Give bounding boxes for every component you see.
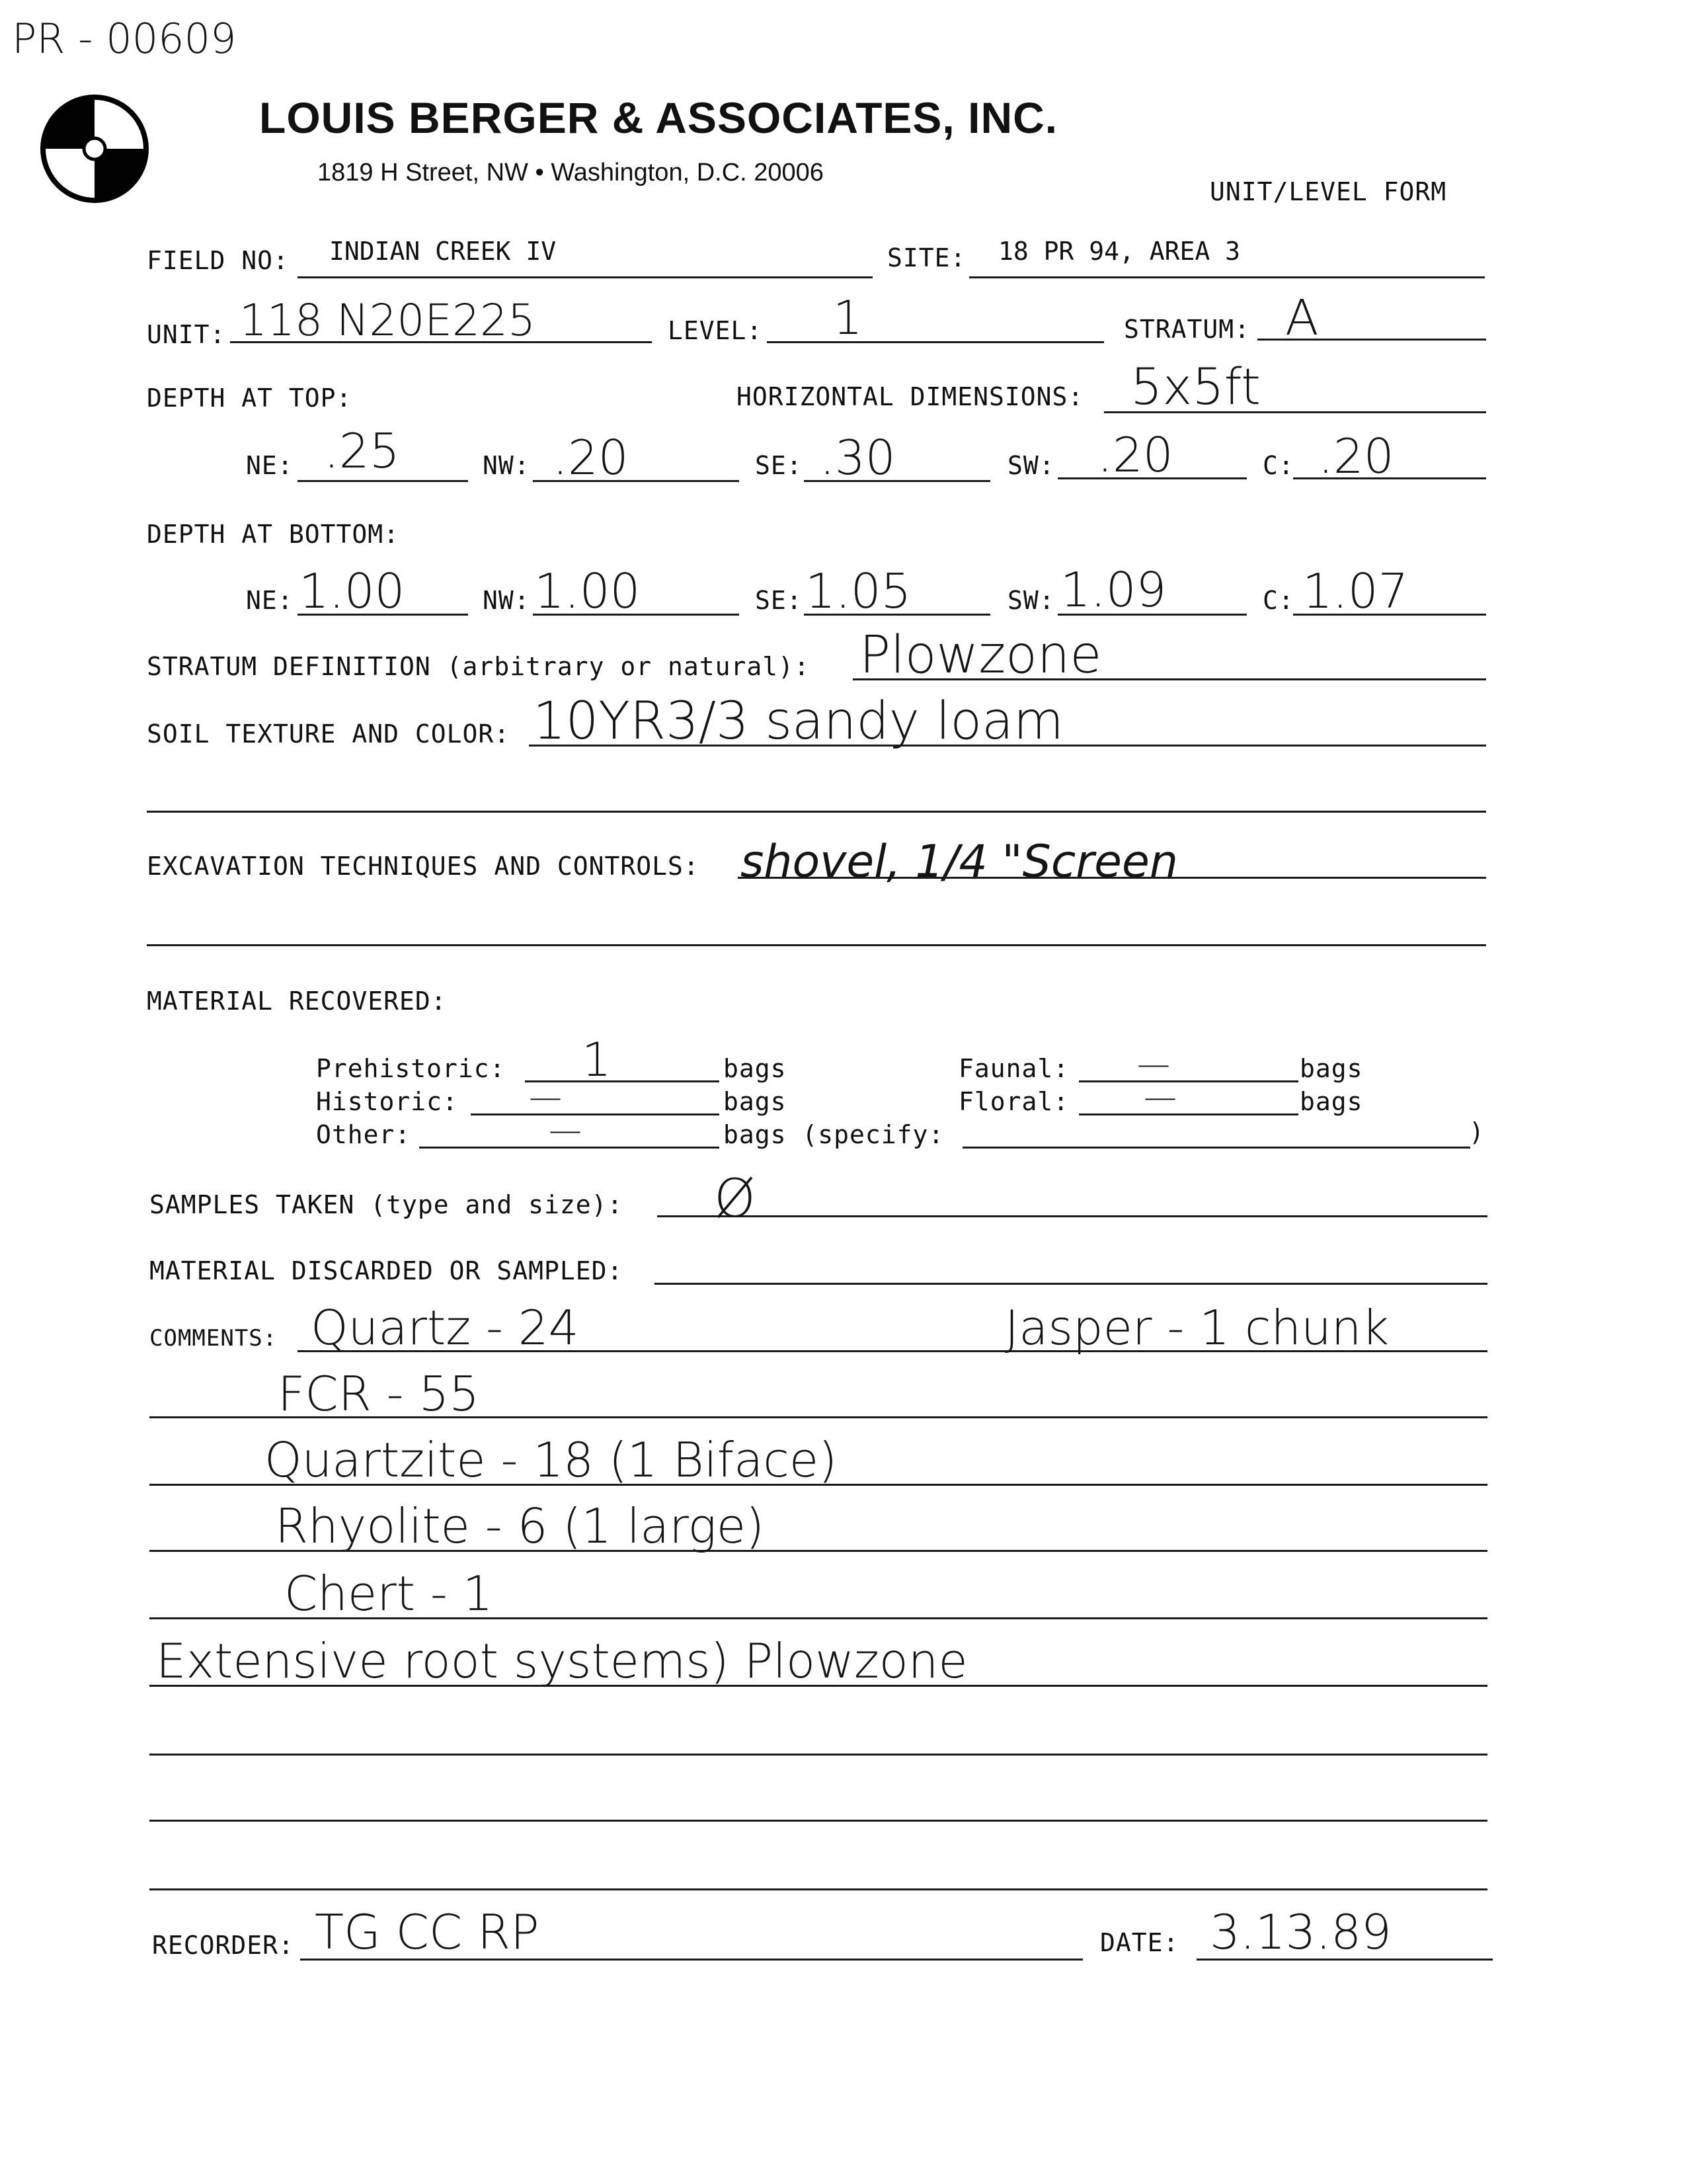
bottom-ne-label: NE: bbox=[246, 586, 294, 615]
faunal-value: — bbox=[1137, 1045, 1170, 1083]
company-logo-icon bbox=[38, 93, 151, 205]
specify-close-paren: ) bbox=[1469, 1117, 1485, 1147]
other-value: — bbox=[549, 1111, 582, 1149]
stratum-definition-label: STRATUM DEFINITION (arbitrary or natural): bbox=[147, 652, 810, 681]
field-no-label: FIELD NO: bbox=[147, 246, 289, 275]
top-ne-value: .25 bbox=[324, 423, 400, 479]
other-label: Other: bbox=[316, 1120, 411, 1149]
depth-top-label: DEPTH AT TOP: bbox=[147, 384, 352, 413]
date-label: DATE: bbox=[1100, 1928, 1179, 1957]
bottom-c-label: C: bbox=[1263, 586, 1294, 615]
bottom-sw-value: 1.09 bbox=[1060, 562, 1167, 618]
soil-texture-label: SOIL TEXTURE AND COLOR: bbox=[147, 719, 510, 748]
form-title: UNIT/LEVEL FORM bbox=[1210, 177, 1447, 206]
prehistoric-value: 1 bbox=[582, 1033, 612, 1087]
stratum-label: STRATUM: bbox=[1124, 315, 1251, 344]
stratum-definition-value: Plowzone bbox=[859, 626, 1102, 685]
horizontal-dimensions-value: 5x5ft bbox=[1130, 357, 1261, 416]
top-c-value: .20 bbox=[1318, 428, 1394, 484]
bottom-ne-value: 1.00 bbox=[299, 563, 405, 619]
prehistoric-bags-label: bags bbox=[723, 1054, 787, 1083]
recorder-value: TG CC RP bbox=[315, 1904, 539, 1960]
material-discarded-label: MATERIAL DISCARDED OR SAMPLED: bbox=[149, 1256, 623, 1285]
historic-value: — bbox=[529, 1078, 562, 1116]
historic-label: Historic: bbox=[316, 1087, 458, 1116]
comment-line-6: Extensive root systems) Plowzone bbox=[156, 1633, 968, 1689]
prehistoric-label: Prehistoric: bbox=[316, 1054, 506, 1083]
stratum-value: A bbox=[1285, 290, 1319, 346]
top-nw-value: .20 bbox=[553, 430, 629, 485]
horizontal-dimensions-label: HORIZONTAL DIMENSIONS: bbox=[736, 382, 1084, 411]
soil-texture-value: 10YR3/3 sandy loam bbox=[533, 692, 1064, 751]
material-recovered-label: MATERIAL RECOVERED: bbox=[147, 987, 447, 1016]
recorder-label: RECORDER: bbox=[152, 1931, 294, 1960]
bottom-sw-label: SW: bbox=[1008, 586, 1055, 615]
faunal-label: Faunal: bbox=[959, 1054, 1070, 1083]
top-sw-label: SW: bbox=[1008, 451, 1055, 480]
company-name: LOUIS BERGER & ASSOCIATES, INC. bbox=[259, 93, 1058, 142]
faunal-bags-label: bags bbox=[1300, 1054, 1363, 1083]
company-address: 1819 H Street, NW • Washington, D.C. 20006 bbox=[317, 159, 824, 186]
comment-line-1: Quartz - 24 bbox=[311, 1300, 579, 1355]
bottom-c-value: 1.07 bbox=[1302, 563, 1409, 619]
historic-bags-label: bags bbox=[723, 1087, 787, 1116]
unit-value: 118 N20E225 bbox=[239, 295, 535, 346]
bottom-nw-value: 1.00 bbox=[534, 563, 641, 619]
bottom-nw-label: NW: bbox=[483, 586, 530, 615]
top-se-label: SE: bbox=[755, 451, 803, 480]
level-value: 1 bbox=[833, 291, 863, 345]
date-value: 3.13.89 bbox=[1210, 1904, 1392, 1960]
other-bags-specify-label: bags (specify: bbox=[723, 1120, 945, 1149]
excavation-value: shovel, 1/4 "Screen bbox=[740, 836, 1178, 888]
comment-line-1b: Jasper - 1 chunk bbox=[1005, 1300, 1390, 1355]
site-label: SITE: bbox=[887, 243, 967, 272]
floral-bags-label: bags bbox=[1300, 1087, 1363, 1116]
document-id: PR - 00609 bbox=[12, 15, 237, 63]
top-se-value: .30 bbox=[820, 430, 896, 485]
comment-line-2: FCR - 55 bbox=[278, 1366, 480, 1422]
top-c-label: C: bbox=[1263, 451, 1294, 480]
comment-line-3: Quartzite - 18 (1 Biface) bbox=[264, 1432, 838, 1488]
comments-label: COMMENTS: bbox=[149, 1325, 278, 1352]
samples-taken-label: SAMPLES TAKEN (type and size): bbox=[149, 1190, 623, 1219]
top-nw-label: NW: bbox=[483, 451, 530, 480]
comment-line-4: Rhyolite - 6 (1 large) bbox=[275, 1498, 765, 1554]
level-label: LEVEL: bbox=[668, 316, 763, 345]
field-no-value: INDIAN CREEK IV bbox=[329, 237, 557, 266]
top-ne-label: NE: bbox=[246, 451, 294, 480]
samples-taken-value: Ø bbox=[714, 1168, 756, 1229]
bottom-se-label: SE: bbox=[755, 586, 803, 615]
top-sw-value: .20 bbox=[1097, 427, 1173, 483]
excavation-label: EXCAVATION TECHNIQUES AND CONTROLS: bbox=[147, 852, 699, 881]
floral-value: — bbox=[1144, 1078, 1177, 1116]
floral-label: Floral: bbox=[959, 1087, 1070, 1116]
site-value: 18 PR 94, AREA 3 bbox=[998, 237, 1241, 266]
depth-bottom-label: DEPTH AT BOTTOM: bbox=[147, 520, 400, 549]
unit-label: UNIT: bbox=[147, 320, 226, 349]
comment-line-5: Chert - 1 bbox=[284, 1566, 493, 1621]
bottom-se-value: 1.05 bbox=[805, 563, 912, 619]
